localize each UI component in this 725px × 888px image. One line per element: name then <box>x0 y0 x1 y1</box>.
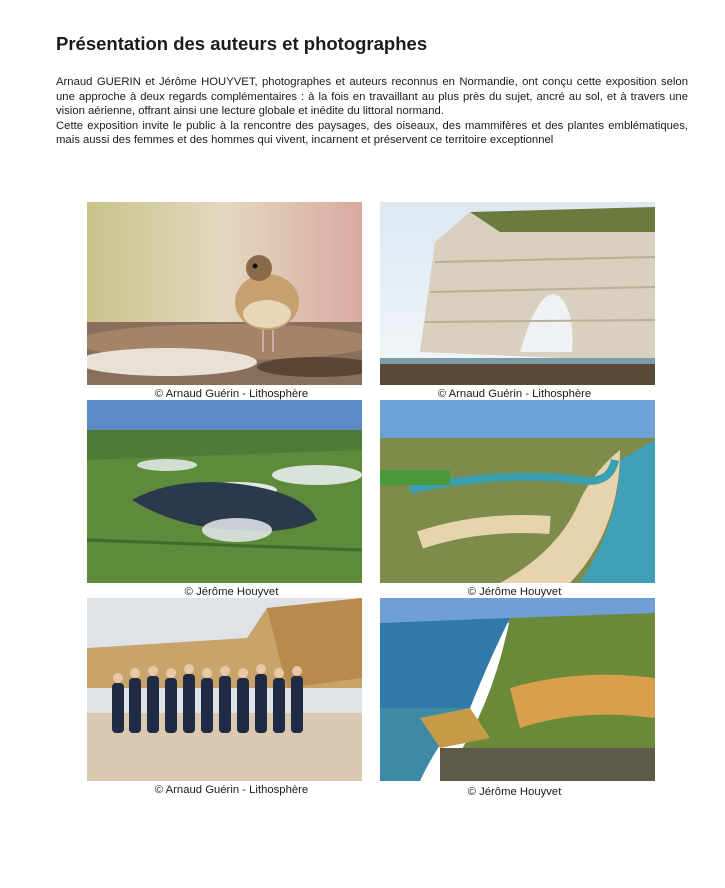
photo-caption: © Jérôme Houyvet <box>467 786 562 798</box>
photo-aerial-lake <box>87 400 362 583</box>
photo-caption: © Arnaud Guérin - Lithosphère <box>154 784 309 796</box>
intro-paragraph-1: Arnaud GUERIN et Jérôme HOUYVET, photographes et auteurs reconnus en Normandie, ont conçu cette exposition selon une approche à deux regards complémentaires : à la fois en travaillant au plus près du sujet, ancré au sol, et à travers une vision aérienne, offrant ainsi une lecture globale et inédite du littoral normand. <box>56 76 688 117</box>
photo-caption: © Arnaud Guérin - Lithosphère <box>154 388 309 400</box>
intro-text <box>56 75 688 148</box>
photo-bird <box>87 202 362 385</box>
photo-caption: © Jérôme Houyvet <box>184 586 279 598</box>
photo-coastal-cliffs <box>380 598 655 781</box>
photo-caption: © Jérôme Houyvet <box>467 586 562 598</box>
photo-caption: © Arnaud Guérin - Lithosphère <box>437 388 592 400</box>
page-title: Présentation des auteurs et photographes <box>56 33 428 54</box>
intro-paragraph-2: Cette exposition invite le public à la rencontre des paysages, des oiseaux, des mammifères et des plantes emblématiques, mais aussi des femmes et des hommes qui vivent, incarnent et préservent ce territoire exceptionnel <box>56 119 688 146</box>
photo-group <box>87 598 362 781</box>
photo-aerial-estuary <box>380 400 655 583</box>
photo-cliff-arch <box>380 202 655 385</box>
